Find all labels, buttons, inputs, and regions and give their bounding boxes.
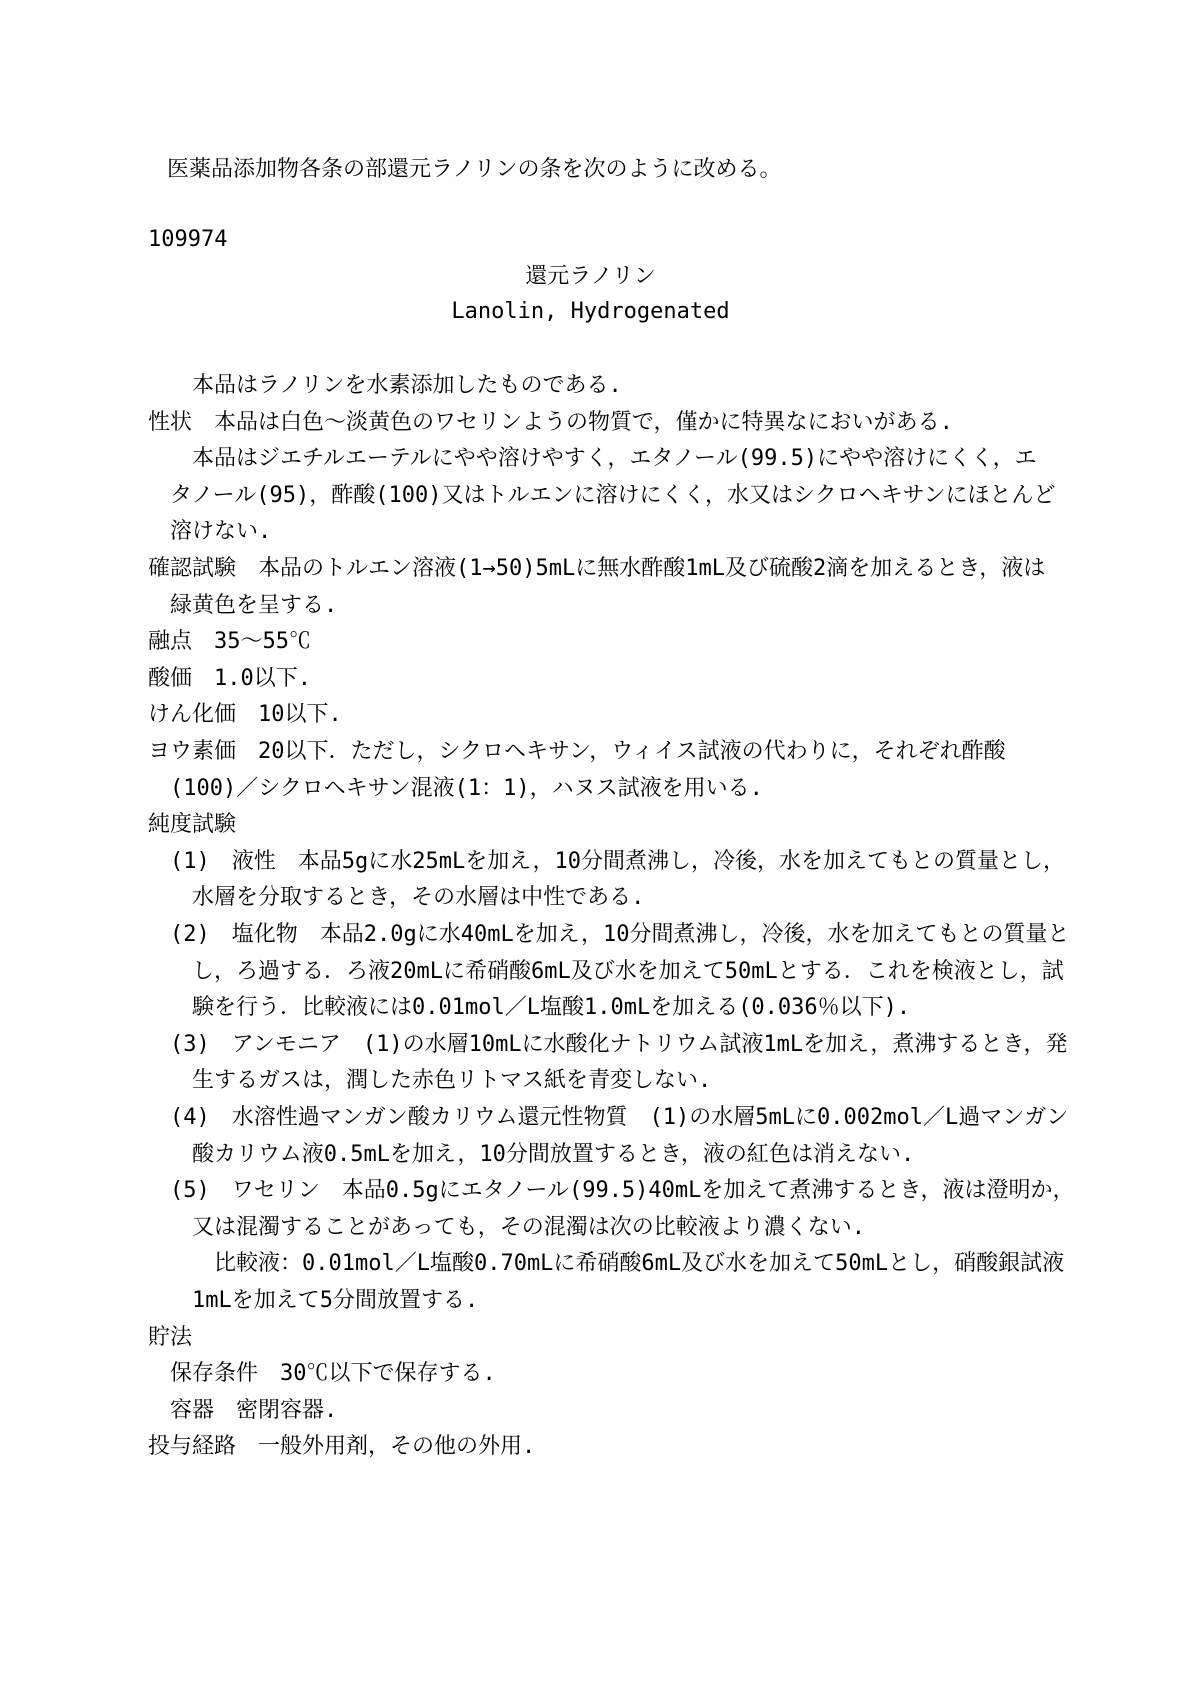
text-line: 貯法 — [148, 1325, 193, 1350]
text-line: タノール(95)，酢酸(100)又はトルエンに溶けにくく，水又はシクロヘキサンにほとんど — [170, 483, 1056, 508]
monograph-code: 109974 — [148, 227, 228, 252]
text-line: 酸カリウム液0.5mLを加え，10分間放置するとき，液の紅色は消えない. — [192, 1142, 915, 1167]
text-line: 確認試験 本品のトルエン溶液(1→50)5mLに無水酢酸1mL及び硫酸2滴を加えるとき，液は — [148, 556, 1046, 581]
text-line: けん化価 10以下. — [148, 702, 342, 727]
title-japanese: 還元ラノリン — [525, 264, 656, 289]
text-line: (2) 塩化物 本品2.0gに水40mLを加え，10分間煮沸し，冷後，水を加えてもとの質量と — [170, 922, 1070, 947]
text-line: 溶けない. — [170, 519, 272, 544]
text-line: (1) 液性 本品5gに水25mLを加え，10分間煮沸し，冷後，水を加えてもとの質量とし， — [170, 849, 1066, 874]
text-line: 投与経路 一般外用剤，その他の外用. — [148, 1434, 536, 1459]
text-line: 1mLを加えて5分間放置する. — [192, 1288, 479, 1313]
text-line: (5) ワセリン 本品0.5gにエタノール(99.5)40mLを加えて煮沸するとき，液は澄明か， — [170, 1178, 1075, 1203]
text-line: 験を行う．比較液には0.01mol／L塩酸1.0mLを加える(0.036％以下). — [192, 995, 911, 1020]
text-line: 純度試験 — [148, 812, 237, 837]
text-line: (3) アンモニア (1)の水層10mLに水酸化ナトリウム試液1mLを加え，煮沸するとき，発 — [170, 1032, 1068, 1057]
text-line: 緑黄色を呈する. — [170, 593, 338, 618]
text-line: 水層を分取するとき，その水層は中性である. — [192, 885, 645, 910]
text-line: (4) 水溶性過マンガン酸カリウム還元性物質 (1)の水層5mLに0.002mol／L過マンガン — [170, 1105, 1069, 1130]
text-line: 比較液：0.01mol／L塩酸0.70mLに希硝酸6mL及び水を加えて50mLとし，硝酸銀試液 — [214, 1251, 1065, 1276]
text-line: ヨウ素価 20以下．ただし，シクロヘキサン，ウィイス試液の代わりに，それぞれ酢酸 — [148, 739, 1006, 764]
text-line: 又は混濁することがあっても，その混濁は次の比較液より濃くない. — [192, 1215, 866, 1240]
text-line: (100)／シクロヘキサン混液(1：1)，ハヌス試液を用いる. — [170, 776, 763, 801]
text-line: 性状 本品は白色〜淡黄色のワセリンようの物質で，僅かに特異なにおいがある. — [148, 410, 953, 435]
text-line: し，ろ過する．ろ液20mLに希硝酸6mL及び水を加えて50mLとする．これを検液とし，試 — [192, 959, 1064, 984]
text-line: 保存条件 30℃以下で保存する. — [170, 1361, 496, 1386]
amendment-intro: 医薬品添加物各条の部還元ラノリンの条を次のように改める。 — [167, 157, 782, 182]
title-english: Lanolin, Hydrogenated — [451, 299, 730, 324]
text-line: 酸価 1.0以下. — [148, 666, 311, 691]
text-line: 本品はジエチルエーテルにやや溶けやすく，エタノール(99.5)にやや溶けにくく，エ — [192, 446, 1037, 471]
text-line: 生するガスは，潤した赤色リトマス紙を青変しない. — [192, 1068, 712, 1093]
text-line: 容器 密閉容器. — [170, 1398, 338, 1423]
text-line: 融点 35〜55℃ — [148, 629, 311, 654]
text-line: 本品はラノリンを水素添加したものである. — [192, 373, 622, 398]
